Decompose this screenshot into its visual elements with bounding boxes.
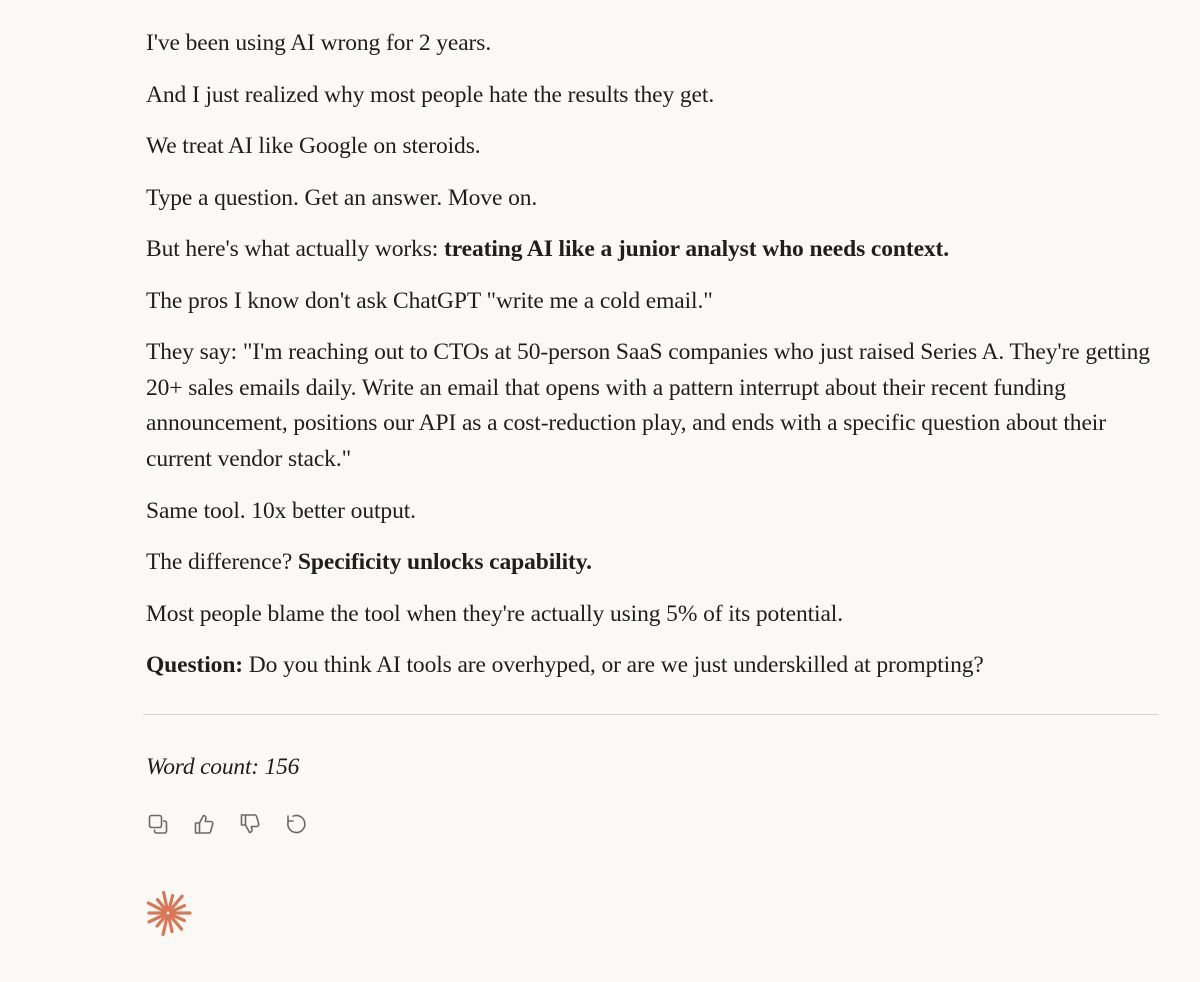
paragraph-text: They say: "I'm reaching out to CTOs at 50-person SaaS companies who just raised Series A. They're getting 20+ sales emails daily. Write an email that opens with a pattern interrupt about their recent funding announcement, positions our API as a cost-reduction play, and ends with a specific question about their current vendor stack." [146,339,1150,472]
paragraph-text: Do you think AI tools are overhyped, or are we just underskilled at prompting? [243,652,984,678]
message-paragraph [146,545,1158,580]
thumbs-down-icon [239,813,261,835]
assistant-message [146,26,1158,683]
paragraph-bold-text: Specificity unlocks capability. [297,549,592,575]
paragraph-text: Type a question. Get an answer. Move on. [146,184,538,211]
divider [143,714,1158,715]
paragraph-text: We treat AI like Google on steroids. [146,133,481,159]
retry-button[interactable] [283,811,309,837]
message-paragraph [146,26,1158,61]
paragraph-text: Same tool. 10x better output. [146,497,416,524]
word-count: Word count: 156 [146,754,300,780]
paragraph-bold-text: treating AI like a junior analyst who needs context. [443,236,950,262]
thumbs-down-button[interactable] [237,811,263,837]
retry-icon [285,813,307,835]
thumbs-up-button[interactable] [191,811,217,837]
paragraph-text: And I just realized why most people hate the results they get. [146,81,715,108]
paragraph-text: The pros I know don't ask ChatGPT "write me a cold email." [146,287,713,314]
message-paragraph [146,78,1158,113]
paragraph-bold-text: Question: [146,652,244,678]
message-paragraph [146,284,1158,319]
claude-logo [143,888,193,938]
message-paragraph [146,181,1158,216]
spark-icon [143,888,193,938]
copy-icon [147,813,169,835]
thumbs-up-icon [193,813,215,835]
message-paragraph [146,648,1158,683]
paragraph-text: Most people blame the tool when they're actually using 5% of its potential. [146,600,844,627]
message-paragraph [146,597,1158,632]
message-paragraph [146,129,1158,164]
paragraph-text: The difference? [146,549,298,575]
message-paragraph [146,494,1158,529]
message-paragraph [146,232,1158,267]
copy-button[interactable] [145,811,171,837]
paragraph-text: But here's what actually works: [146,236,444,262]
paragraph-text: I've been using AI wrong for 2 years. [146,30,492,56]
message-paragraph [146,335,1158,477]
